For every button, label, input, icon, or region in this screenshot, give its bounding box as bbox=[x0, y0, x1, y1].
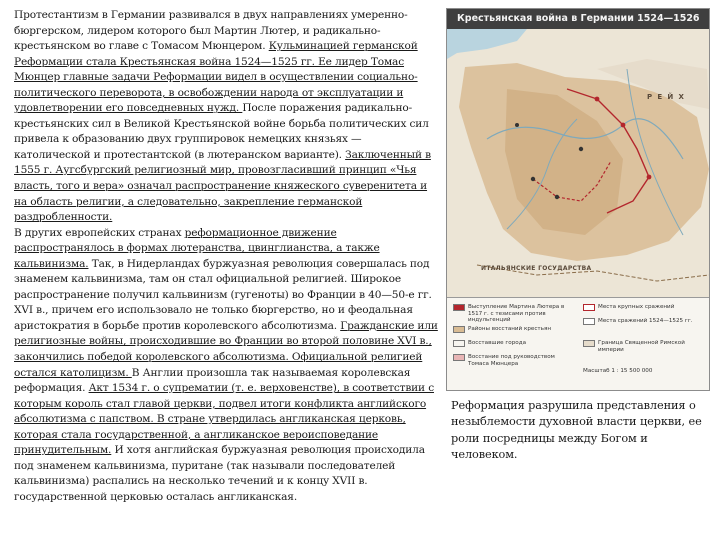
map-illustration bbox=[447, 29, 710, 297]
legend-swatch-muntzer bbox=[453, 354, 465, 361]
city-marker-4 bbox=[515, 123, 519, 127]
city-marker-3 bbox=[579, 147, 583, 151]
legend-battles: Места сражений 1524—1525 гг. bbox=[583, 318, 705, 325]
legend-regions: Районы восстаний крестьян bbox=[453, 326, 575, 333]
link-supremacy-act[interactable]: Акт 1534 г. о супрематии (т. е. верховенстве), в соответствии с которым король стал главой церкви, подвел итоги конфликта английского абсолютизма с папством. В стране утвердилась англиканская церковь, которая стала государственной, а англиканское вероисповедание принудительным. bbox=[14, 382, 434, 457]
legend-cities: Восставшие города bbox=[453, 340, 575, 347]
map-title: Крестьянская война в Германии 1524—1526 bbox=[447, 9, 709, 29]
battle-marker-2 bbox=[621, 123, 626, 128]
legend-swatch-major-battles bbox=[583, 304, 595, 311]
paragraph-germany bbox=[14, 8, 440, 226]
text-after-defeat: После поражения радикально-крестьянских сил в Великой Крестьянской войне борьба политических сил привела к образованию двух группировок немецких князьях — католической и протестантской (в лютеранском варианте). bbox=[14, 102, 429, 161]
text-england-reformation: В Англии произошла так называемая королевская реформация. bbox=[14, 366, 411, 395]
link-religious-wars[interactable]: Гражданские или религиозные войны, происходившие во Франции во второй половине XVI в., закончились победой королевского абсолютизма. Официальной религией остался католицизм. bbox=[14, 319, 438, 379]
main-text-block bbox=[14, 8, 440, 536]
link-augsburg-peace[interactable]: Заключенный в 1555 г. Аугсбургский религиозный мир, провозгласивший принцип «Чья власть, того и вера» означал распространение княжеского суверенитета и на область религии, а следовательно, закрепление германской раздробленности. bbox=[14, 148, 431, 224]
legend-swatch-regions bbox=[453, 326, 465, 333]
battle-marker-3 bbox=[647, 175, 652, 180]
city-marker-2 bbox=[531, 177, 535, 181]
legend-luther: Выступление Мартина Лютера в 1517 г. с тезисами против индульгенций bbox=[453, 304, 575, 324]
map-legend bbox=[447, 297, 709, 391]
text-puritans: И хотя английская буржуазная революция происходила под знаменем кальвинизма, пуритане (так называли последователей кальвинизма) распались на несколько течений и к концу XVII в. государственной церковью осталась англиканская. bbox=[14, 444, 425, 503]
legend-swatch-cities bbox=[453, 340, 465, 347]
paragraph-europe bbox=[14, 226, 440, 506]
battle-marker-1 bbox=[595, 97, 600, 102]
side-note: Реформация разрушила представления о незыблемости духовной власти церкви, ее роли посредницы между Богом и человеком. bbox=[451, 399, 702, 462]
legend-swatch-battles bbox=[583, 318, 595, 325]
link-reformation-movement[interactable]: реформационное движение распространялось в формах лютеранства, цвинглианства, а также кальвинизма. bbox=[14, 226, 380, 270]
legend-border: Граница Священной Римской империи bbox=[583, 340, 705, 353]
peasant-war-map bbox=[446, 8, 710, 391]
legend-scale: Масштаб 1 : 15 500 000 bbox=[583, 368, 653, 374]
link-peasant-war[interactable]: Кульминацией германской Реформации стала Крестьянская война 1524—1525 гг. Ее лидер Томас Мюнцер главные задачи Реформации видел в осуществлении социально-политического переворота, в освобождении народа от эксплуатации и удовлетворении его повседневных нужд. bbox=[14, 40, 418, 115]
city-marker-1 bbox=[555, 195, 559, 199]
text-protestantism-directions: Протестантизм в Германии развивался в двух направлениях умеренно-бюргерском, лидером которого был Мартин Лютер, и радикально-крестьянском во главе с Томасом Мюнцером. bbox=[14, 9, 408, 53]
legend-muntzer: Восстание под руководством Томаса Мюнцера bbox=[453, 354, 575, 367]
legend-swatch-border bbox=[583, 340, 595, 347]
map-label-italy: ИТАЛЬЯНСКИЕ ГОСУДАРСТВА bbox=[481, 265, 592, 272]
map-label-reich: Р Е Й Х bbox=[647, 93, 686, 101]
text-netherlands-france: Так, в Нидерландах буржуазная революция совершалась под знаменем кальвинизма, там он стал официальной религией. Широкое распространение получил кальвинизм (гугеноты) во Франции в 40—50-е гг. XVI в., причем его использовало не только бюргерство, но и феодальная аристократия в борьбе против королевского абсолютизма. bbox=[14, 257, 432, 332]
legend-major-battles: Места крупных сражений bbox=[583, 304, 705, 311]
text-other-countries: В других европейских странах bbox=[14, 226, 185, 239]
legend-swatch-luther bbox=[453, 304, 465, 311]
